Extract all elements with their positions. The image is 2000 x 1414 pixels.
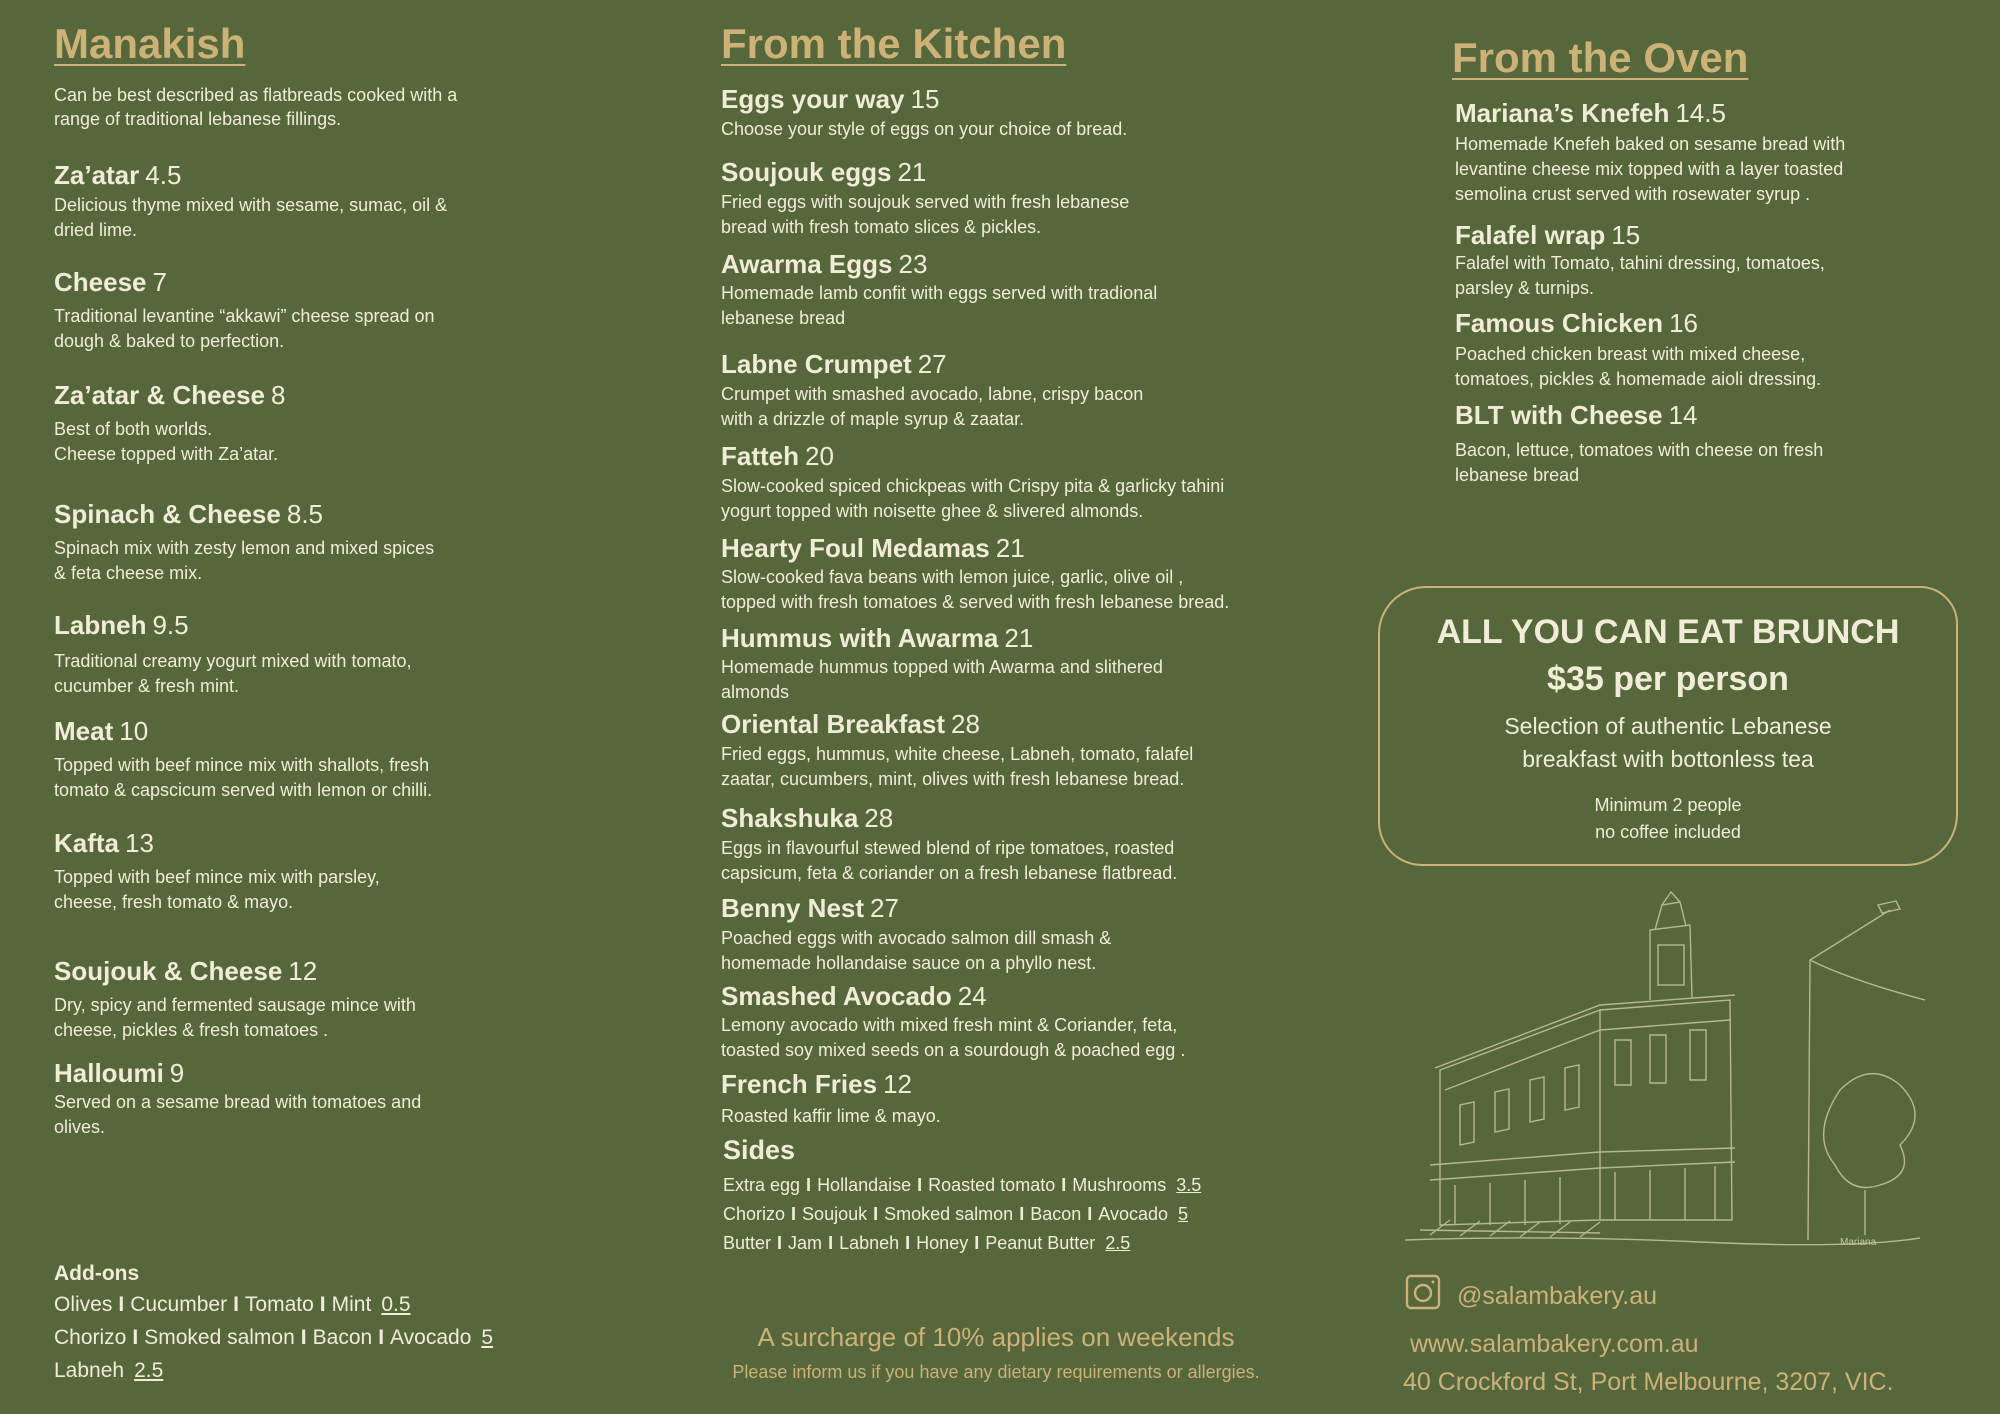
menu-item-description [721,190,1129,240]
sides-option: Extra egg [723,1175,801,1195]
brunch-box [1378,586,1958,866]
menu-item-description [54,1090,421,1140]
description-line: Roasted kaffir lime & mayo. [721,1106,941,1126]
separator: I [1019,1204,1025,1224]
description-line: Bacon, lettuce, tomatoes with cheese on fresh [1455,440,1824,460]
menu-item-price: 28 [864,803,894,833]
manakish-title: Manakish [54,20,246,67]
menu-item-description [54,417,278,467]
menu-item-description [721,281,1157,331]
menu-item-description [721,742,1193,792]
sides-option: Jam [788,1233,823,1253]
menu-item-description [721,655,1163,705]
separator: I [974,1233,980,1253]
separator: I [378,1326,385,1349]
description-line: topped with fresh tomatoes & served with fresh lebanese bread. [721,592,1230,612]
description-line: homemade hollandaise sauce on a phyllo nest. [721,953,1097,973]
description-line: Lemony avocado with mixed fresh mint & Coriander, feta, [721,1015,1178,1035]
menu-item-description [721,565,1229,615]
menu-item-price: 7 [152,267,167,297]
sides-option: Mushrooms [1072,1175,1167,1195]
description-line: Choose your style of eggs on your choice of bread. [721,119,1128,139]
menu-item-price: 28 [950,709,980,739]
menu-item-name: Eggs your way [721,84,905,114]
kitchen-title: From the Kitchen [721,20,1067,67]
sides-option: Honey [916,1233,969,1253]
building-illustration [1400,890,1930,1255]
menu-item-name: Smashed Avocado [721,981,952,1011]
description-line: Crumpet with smashed avocado, labne, crispy bacon [721,384,1144,404]
menu-item [721,533,1025,564]
menu-item-price: 21 [1004,623,1034,653]
description-line: almonds [721,682,790,702]
instagram-icon [1405,1274,1441,1310]
description-line: Topped with beef mince mix with parsley, [54,867,380,887]
menu-item-description [1455,342,1821,392]
description-line: cheese, pickles & fresh tomatoes . [54,1020,329,1040]
addons-price: 5 [481,1326,494,1349]
description-line: yogurt topped with noisette ghee & slivered almonds. [721,501,1144,521]
menu-item-description [54,993,416,1043]
menu-item-name: Famous Chicken [1455,308,1664,338]
menu-item-price: 21 [995,533,1025,563]
menu-item-description [721,382,1143,432]
menu-item [721,981,987,1012]
sides-price: 2.5 [1105,1233,1131,1253]
description-line: Falafel with Tomato, tahini dressing, tomatoes, [1455,253,1825,273]
menu-item-price: 13 [125,828,154,858]
sides-option: Butter [723,1233,772,1253]
menu-item [54,380,285,411]
separator: I [791,1204,797,1224]
menu-item-name: Soujouk eggs [721,157,892,187]
description-line: Eggs in flavourful stewed blend of ripe tomatoes, roasted [721,838,1175,858]
menu-item [1455,400,1697,431]
menu-item-price: 9.5 [152,610,189,640]
website-link[interactable]: www.salambakery.com.au [1410,1330,1699,1358]
description-line: Poached chicken breast with mixed cheese, [1455,344,1806,364]
menu-item-price: 24 [957,981,987,1011]
brunch-note-2: no coffee included [1595,822,1741,842]
manakish-intro: Can be best described as flatbreads cooked with a range of traditional lebanese fillings. [54,85,458,129]
menu-item-description [721,474,1224,524]
description-line: Delicious thyme mixed with sesame, sumac, oil & [54,195,448,215]
menu-item-name: Hummus with Awarma [721,623,999,653]
description-line: Slow-cooked spiced chickpeas with Crispy pita & garlicky tahini [721,476,1225,496]
separator: I [905,1233,911,1253]
description-line: semolina crust served with rosewater syrup . [1455,184,1811,204]
addons-line [54,1326,493,1350]
separator: I [118,1293,125,1316]
surcharge-notice: A surcharge of 10% applies on weekends [757,1322,1235,1352]
menu-item-price: 15 [1611,220,1641,250]
description-line: zaatar, cucumbers, mint, olives with fresh lebanese bread. [721,769,1185,789]
menu-item-name: BLT with Cheese [1455,400,1663,430]
address: 40 Crockford St, Port Melbourne, 3207, VIC. [1403,1368,1894,1396]
menu-item-description [54,304,435,354]
description-line: Slow-cooked fava beans with lemon juice, garlic, olive oil , [721,567,1184,587]
description-line: Traditional levantine “akkawi” cheese spread on [54,306,435,326]
sides-option: Bacon [1030,1204,1082,1224]
menu-item-price: 15 [910,84,940,114]
addons-option: Tomato [244,1293,314,1316]
menu-item-price: 14 [1668,400,1698,430]
menu-item-name: Labneh [54,610,147,640]
description-line: Topped with beef mince mix with shallots, fresh [54,755,430,775]
description-line: & feta cheese mix. [54,563,203,583]
addons-title: Add-ons [54,1262,140,1285]
menu-item [721,157,926,188]
menu-item-name: Hearty Foul Medamas [721,533,990,563]
menu-item-description [1455,251,1825,301]
description-line: levantine cheese mix topped with a layer toasted [1455,159,1844,179]
menu-item-description [54,193,447,243]
description-line: Traditional creamy yogurt mixed with tomato, [54,651,412,671]
menu-item-name: Labne Crumpet [721,349,912,379]
menu-item-description [54,536,434,586]
sides-option: Smoked salmon [884,1204,1014,1224]
oven-title: From the Oven [1452,34,1749,81]
menu-item-price: 10 [119,716,149,746]
description-line: olives. [54,1117,106,1137]
addons-price: 2.5 [134,1359,164,1382]
addons-option: Chorizo [54,1326,127,1349]
brunch-desc-1: Selection of authentic Lebanese [1504,713,1832,739]
description-line: Homemade lamb confit with eggs served with tradional [721,283,1158,303]
brunch-note-1: Minimum 2 people [1594,795,1742,815]
menu-item [54,499,323,530]
addons-option: Avocado [390,1326,472,1349]
menu-item-price: 8 [270,380,286,410]
menu-item-description [54,753,432,803]
separator: I [828,1233,834,1253]
menu-item-name: Falafel wrap [1455,220,1606,250]
sides-option: Soujouk [802,1204,868,1224]
addons-option: Mint [331,1293,372,1316]
menu-item [721,1069,912,1100]
separator: I [917,1175,923,1195]
menu-item-name: Soujouk & Cheese [54,956,283,986]
addons-option: Bacon [312,1326,373,1349]
instagram-handle[interactable]: @salambakery.au [1457,1282,1657,1310]
menu-item-name: Meat [54,716,114,746]
menu-item [1455,308,1698,339]
menu-item-name: Kafta [54,828,120,858]
menu-item-name: Cheese [54,267,147,297]
menu-item-name: Oriental Breakfast [721,709,945,739]
menu-item [54,1058,184,1089]
description-line: Homemade hummus topped with Awarma and slithered [721,657,1163,677]
menu-item [1455,98,1726,129]
menu-item-price: 4.5 [145,160,182,190]
menu-item-price: 27 [917,349,947,379]
menu-item [54,267,167,298]
addons-option: Labneh [54,1359,125,1382]
sides-price: 5 [1178,1204,1189,1224]
menu-item [54,610,189,641]
sides-line [723,1175,1201,1196]
description-line: lebanese bread [721,308,846,328]
menu-item-name: Za’atar [54,160,140,190]
menu-item-description [721,836,1177,886]
menu-item-name: Za’atar & Cheese [54,380,265,410]
sides-option: Avocado [1098,1204,1168,1224]
sides-title: Sides [723,1135,796,1165]
separator: I [1061,1175,1067,1195]
dietary-notice: Please inform us if you have any dietary requirements or allergies. [732,1362,1260,1382]
description-line: capsicum, feta & coriander on a fresh lebanese flatbread. [721,863,1178,883]
menu-item [721,893,899,924]
brunch-title: ALL YOU CAN EAT BRUNCH [1436,613,1900,651]
menu-item-price: 12 [288,956,318,986]
description-line: dried lime. [54,220,138,240]
description-line: Fried eggs with soujouk served with fresh lebanese [721,192,1130,212]
separator: I [300,1326,307,1349]
description-line: toasted soy mixed seeds on a sourdough & poached egg . [721,1040,1186,1060]
sides-option: Peanut Butter [985,1233,1096,1253]
description-line: tomatoes, pickles & homemade aioli dressing. [1455,369,1822,389]
menu-item-name: Halloumi [54,1058,164,1088]
description-line: Served on a sesame bread with tomatoes and [54,1092,422,1112]
menu-item [54,716,148,747]
description-line: tomato & capscicum served with lemon or chilli. [54,780,433,800]
menu-item-name: Mariana’s Knefeh [1455,98,1670,128]
menu-item-price: 20 [805,441,834,471]
menu-item-price: 21 [897,157,927,187]
menu-item-description [721,926,1111,976]
addons-line [54,1293,411,1317]
menu-item-price: 14.5 [1675,98,1726,128]
description-line: Homemade Knefeh baked on sesame bread with [1455,134,1846,154]
addons-option: Smoked salmon [144,1326,295,1349]
menu-item-name: French Fries [721,1069,878,1099]
description-line: parsley & turnips. [1455,278,1595,298]
menu-item-description [54,649,411,699]
separator: I [1087,1204,1093,1224]
description-line: Best of both worlds. [54,419,213,439]
menu-item-description [54,865,380,915]
menu-item-name: Awarma Eggs [721,249,893,279]
menu-item-price: 8.5 [286,499,324,529]
sides-option: Roasted tomato [928,1175,1056,1195]
separator: I [777,1233,783,1253]
menu-item-description [1455,132,1845,207]
menu-item [721,709,980,740]
sides-price: 3.5 [1176,1175,1202,1195]
separator: I [233,1293,239,1316]
addons-option: Cucumber [130,1293,228,1316]
description-line: Spinach mix with zesty lemon and mixed spices [54,538,435,558]
addons-option: Olives [54,1293,113,1316]
description-line: cucumber & fresh mint. [54,676,240,696]
separator: I [806,1175,812,1195]
separator: I [873,1204,879,1224]
menu-item [54,160,181,191]
menu-item [721,623,1033,654]
separator: I [319,1293,326,1316]
menu-item-name: Spinach & Cheese [54,499,281,529]
menu-item-price: 16 [1669,308,1698,338]
description-line: Dry, spicy and fermented sausage mince with [54,995,416,1015]
description-line: lebanese bread [1455,465,1580,485]
menu-item [1455,220,1640,251]
menu-item-description [1455,438,1823,488]
menu-item [721,84,939,115]
sides-line [723,1233,1130,1254]
menu-item-description [721,117,1127,142]
description-line: bread with fresh tomato slices & pickles. [721,217,1042,237]
description-line: Cheese topped with Za’atar. [54,444,279,464]
addons-line [54,1359,163,1383]
menu-item-price: 27 [870,893,899,923]
menu-item [721,249,927,280]
menu-item [54,956,317,987]
menu-item-name: Benny Nest [721,893,865,923]
menu-item-description [721,1104,941,1129]
menu-item [54,828,154,859]
description-line: with a drizzle of maple syrup & zaatar. [721,409,1025,429]
menu-item [721,803,893,834]
description-line: Fried eggs, hummus, white cheese, Labneh, tomato, falafel [721,744,1194,764]
menu-item-description [721,1013,1185,1063]
menu-item-price: 23 [898,249,928,279]
brunch-price: $35 per person [1547,660,1789,698]
description-line: Poached eggs with avocado salmon dill smash & [721,928,1112,948]
description-line: dough & baked to perfection. [54,331,285,351]
menu-item-name: Shakshuka [721,803,859,833]
description-line: cheese, fresh tomato & mayo. [54,892,294,912]
menu-item [721,349,947,380]
sides-option: Chorizo [723,1204,786,1224]
separator: I [132,1326,139,1349]
sides-option: Labneh [839,1233,900,1253]
brunch-desc-2: breakfast with bottonless tea [1522,746,1814,772]
sides-line [723,1204,1188,1225]
illustration-signature: Mariana [1840,1237,1877,1248]
menu-item-name: Fatteh [721,441,799,471]
addons-price: 0.5 [381,1293,411,1316]
menu-item-price: 12 [883,1069,912,1099]
menu-item [721,441,834,472]
sides-option: Hollandaise [817,1175,912,1195]
menu-item-price: 9 [169,1058,185,1088]
